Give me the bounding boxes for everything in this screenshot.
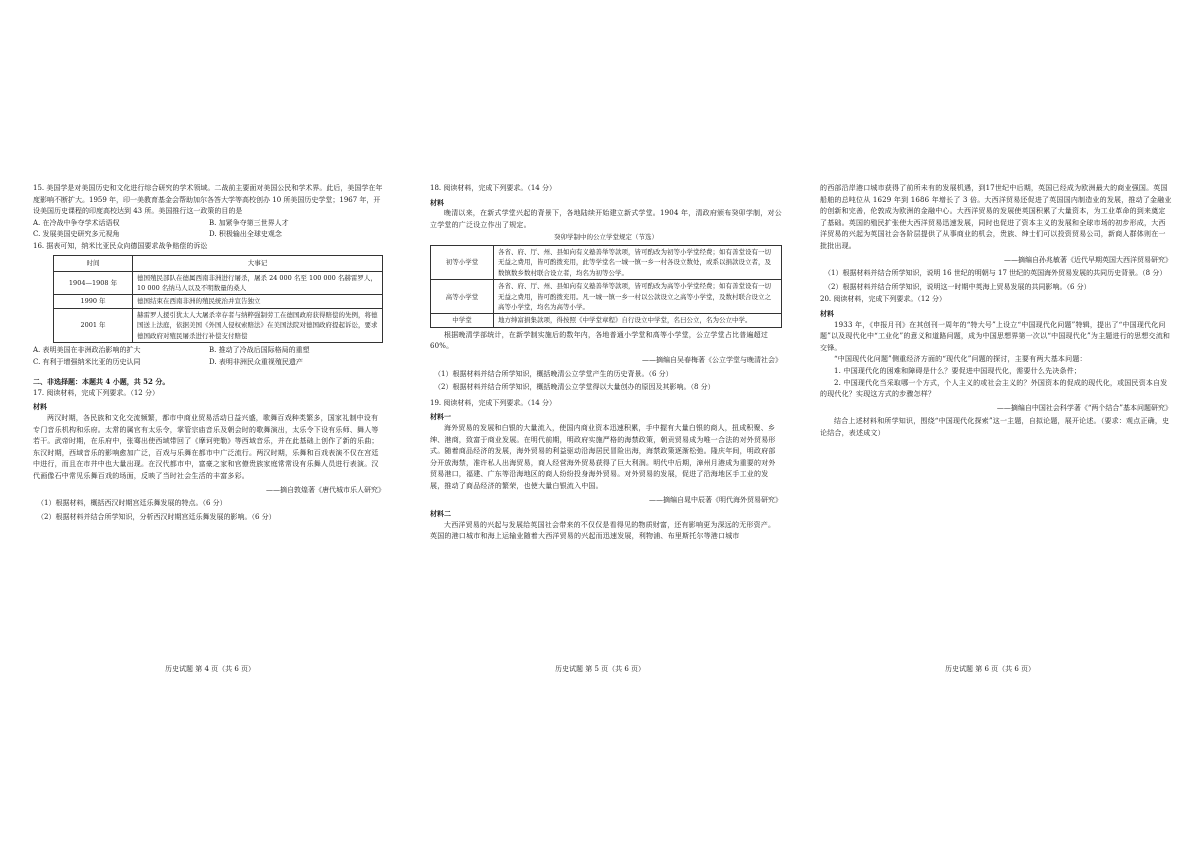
q17-material-label: 材料 (33, 402, 47, 412)
page-5-column (430, 183, 782, 543)
section-2-heading: 二、非选择题：本题共 4 小题，共 52 分。 (33, 377, 170, 387)
q16-options-row1 (33, 345, 385, 357)
q18-stem: 18. 阅读材料，完成下列要求。（14 分） (430, 184, 556, 192)
q16-stem: 16. 据表可知，纳米比亚民众向德国要求战争赔偿的诉讼 (33, 241, 208, 250)
q16-option-c: C. 有利于增强纳米比亚的历史认同 (33, 357, 141, 366)
q18-row-text-1: 各省、府、厅、州、县如向有义塾善举等款项，皆可酌改为初等小学堂经费；如有善堂设有一切无益之费用，皆可酌拨充用，此等学堂名一城一镇一乡一村各设立数处，或系以捐款设立者，及数镇数乡数村联合设立者，均名为初等公学。 (494, 245, 782, 279)
q20-source: ——摘编自中国社会科学著《“两个结合”基本问题研究》 (996, 403, 1172, 412)
q19-source1: ——摘编自晁中辰著《明代海外贸易研究》 (649, 495, 782, 504)
table-row (431, 314, 782, 327)
q19-material1-label: 材料一 (430, 412, 451, 422)
q19-sub1: （1）根据材料并结合所学知识，说明 16 世纪的明朝与 17 世纪的英国海外贸易发展的共同历史背景。（8 分） (824, 269, 1167, 278)
q20-material-label: 材料 (820, 308, 834, 318)
q15-options-row1 (33, 218, 385, 230)
table-row (431, 280, 782, 314)
q16-time-2: 1990 年 (54, 295, 133, 308)
q15-option-c: C. 发展美国史研究多元视角 (33, 230, 120, 239)
q16-header-event: 大事记 (133, 255, 383, 271)
q16-table (53, 255, 383, 343)
q17-stem: 17. 阅读材料，完成下列要求。（12 分） (33, 388, 159, 397)
q19-sub2: （2）根据材料并结合所学知识，说明这一时期中英海上贸易发展的共同影响。（6 分） (824, 282, 1091, 291)
q18-row-text-2: 各省、府、厅、州、县如向有义塾善举等款项，皆可酌改为高等小学堂经费；如有善堂设有一切无益之费用，皆可酌拨充用。凡一城一镇一乡一村以公款设立之高等小学堂，及数村联合设立之高等小学堂，均名为高等小学。 (494, 280, 782, 314)
q20-task: 结合上述材料和所学知识，围绕“中国现代化探索”这一主题，自拟论题，展开论述。（要求：观点正确，史论结合，表述成文） (820, 417, 1170, 437)
q19-material1-text: 海外贸易的发展和白银的大量流入，使国内商业资本迅速积累，手中握有大量白银的商人，扭成积聚、乡绅、港商，致富于商业发展。在明代前期，明政府实施严格的海禁政策，朝贡贸易成为唯一合法的对外贸易形式。随着商品经济的发展，海外贸易的利益驱动沿海居民冒险出海，海禁政策逐渐松弛。隆庆年间，明政府部分开放海禁，准许私人出海贸易，商人经营海外贸易获得了巨大利润。明代中后期，漳州月港成为重要的对外贸易港口，福建、广东等沿海地区的商人纷纷投身海外贸易。对外贸易的发展，促进了沿海地区手工业的发展，推动了商品经济的繁荣，也使大量白银流入中国。 (430, 423, 776, 490)
table-row (54, 271, 383, 295)
q18-row-name-3: 中学堂 (431, 314, 494, 327)
page-6-column (820, 183, 1172, 439)
q20-item2: 2. 中国现代化当采取哪一个方式，个人主义的或社会主义的？外国资本的促成的现代化，或国民资本自发的现代化？实现这方式的步骤怎样？ (820, 378, 1168, 399)
q15-option-a: A. 在冷战中争夺学术话语权 (33, 218, 120, 227)
table-row (431, 245, 782, 279)
q19-material2-text: 大西洋贸易的兴起与发展给英国社会带来的不仅仅是看得见的物质财富，还有影响更为深远的无形资产。英国的港口城市和海上运输业随着大西洋贸易的兴起而迅速发展，利物浦、布里斯托尔等港口城市 (430, 520, 776, 541)
q16-time-3: 2001 年 (54, 308, 133, 342)
q20-stem: 20. 阅读材料，完成下列要求。（12 分） (820, 295, 946, 304)
q18-material-label: 材料 (430, 197, 444, 207)
q15-option-d: D. 积极输出全球史观念 (209, 230, 282, 239)
q15-stem: 15. 美国学是对美国历史和文化进行综合研究的学术领域。二战前主要面对美国公民和学术界。此后，美国学在年度影响不断扩大。1959 年，印一美教育基金会帮助加尔各答大学等高校创办 10 所美国历史学堂；1967 年，开设美国历史课程的印度高校达到 43 所。美国推行这一政策的目的是 (33, 184, 383, 216)
q18-row-text-3: 地方绅富捐集款项，得按照《中学堂章程》自行设立中学堂，名曰公立，名为公立中学。 (494, 314, 782, 327)
q17-material-text: 两汉时期，各民族和文化交流频繁，都市中商业贸易活动日益兴盛，歌舞百戏种类繁多，国家礼制中设有专门音乐机构和乐府。太常的属官有太乐令，掌管宗庙音乐及朝会时的歌舞演出，太乐令下设有乐师、舞人等若干。武帝时期，在乐府中，张骞出使西域带回了《摩诃兜勒》等西域音乐，并在此基础上创作了新的乐曲；东汉时期，西域音乐的影响愈加广泛，百戏与乐舞在都市中广泛流行。两汉时期，乐舞和百戏表演不仅在宫廷中进行，而且在市井中也大量出现。在汉代都市中，富豪之家和官僚贵族家庭常常设有乐舞人员进行表演。汉代画像石中常见乐舞百戏的场面，反映了当时社会生活的丰富多彩。 (33, 413, 379, 480)
q16-time-1: 1904—1908 年 (54, 271, 133, 295)
q19-source2: ——摘编自孙兆敏著《近代早期英国大西洋贸易研究》 (1004, 255, 1172, 264)
q16-event-2: 德国结束在西南非洲的殖民统治并宣告独立 (133, 295, 383, 308)
table-row (54, 295, 383, 308)
q19-stem: 19. 阅读材料，完成下列要求。（14 分） (430, 398, 556, 407)
q18-table (430, 245, 782, 328)
q16-option-a: A. 表明美国在非洲政治影响的扩大 (33, 346, 141, 354)
page-4-footer: 历史试题 第 4 页（共 6 页） (165, 665, 256, 673)
q16-option-b: B. 推动了冷战后国际格局的重塑 (209, 346, 310, 354)
page-5-footer: 历史试题 第 5 页（共 6 页） (555, 665, 646, 673)
q17-sub1: （1）根据材料，概括西汉时期宫廷乐舞发展的特点。（6 分） (37, 499, 227, 508)
q18-row-name-2: 高等小学堂 (431, 280, 494, 314)
q18-table-caption: 癸卯学制中的公立学堂规定（节选） (554, 233, 658, 242)
q18-source: ——摘编自吴春梅著《公立学堂与晚清社会》 (642, 356, 782, 364)
q20-material-text: 1933 年，《申报月刊》在其创刊一周年的“特大号”上设立“中国现代化问题”特辑，提出了“中国现代化问题”以及现代化中“工业化”的意义和道路问题，成为中国思想界第一次以“中国现代化”为主题进行的思想交流和交锋。 (820, 320, 1171, 352)
table-row (54, 308, 383, 342)
q16-option-d: D. 表明非洲民众重视殖民遗产 (209, 357, 303, 366)
q16-event-3: 赫雷罗人援引犹太人大屠杀幸存者与纳粹强制劳工在德国政府获得赔偿的先例，将德国送上法庭，依据美国《外国人侵权索赔法》在美国法院对德国政府提起诉讼，要求德国政府对殖民屠杀进行补偿支付赔偿 (133, 308, 383, 342)
page-6-footer: 历史试题 第 6 页（共 6 页） (945, 665, 1036, 673)
q18-material-text: 晚清以来，在新式学堂兴起的背景下，各地陆续开始建立新式学堂。1904 年，清政府颁布癸卯学制，对公立学堂的广泛设立作出了规定。 (430, 209, 782, 229)
q16-event-1: 德国殖民部队在德属西南非洲进行屠杀，屠杀 24 000 名至 100 000 名赫雷罗人，10 000 名纳马人以及不明数量的桑人 (133, 271, 383, 295)
q18-sub1: （1）根据材料并结合所学知识，概括晚清公立学堂产生的历史背景。（6 分） (434, 369, 673, 378)
q19-material2-label: 材料二 (430, 509, 451, 519)
q20-item1: 1. 中国现代化的困难和障碍是什么？要促进中国现代化，需要什么先决条件； (834, 366, 1082, 375)
q15-option-b: B. 加紧争夺第三世界人才 (209, 218, 289, 227)
q17-source: ——摘自敦煌著《唐代城市乐人研究》 (266, 485, 385, 494)
q16-header-time: 时间 (54, 255, 133, 271)
q18-sub2: （2）根据材料并结合所学知识，概括晚清公立学堂得以大量创办的原因及其影响。（8 分） (434, 383, 715, 392)
q17-sub2: （2）根据材料并结合所学知识，分析西汉时期宫廷乐舞发展的影响。（6 分） (37, 512, 276, 521)
q18-material-text2: 根据晚清学部统计，在新学制实施后的数年内，各地普通小学堂和高等小学堂，公立学堂占比普遍超过 60%。 (430, 330, 768, 351)
page-4-column (33, 183, 385, 524)
q15-options-row2 (33, 229, 385, 241)
q19-material2-continued: 的西部沿岸港口城市获得了前所未有的发展机遇，到17世纪中后期，英国已经成为欧洲最大的商业强国。英国船舶的总吨位从 1629 年到 1686 年增长了 3 倍。大西洋贸易还促进了英国国内制造业的发展，推动了金融业的创新和完善，伦敦成为欧洲的金融中心。大西洋贸易的发展使英国积累了大量资本，为工业革命的到来奠定了基础。英国的殖民扩张使大西洋贸易迅速发展，同时也促进了资本主义的发展和全球市场的初步形成，大西洋贸易的兴起为英国社会各阶层提供了从事商业的机会，贵族、绅士们可以投资贸易公司，新商人群体则在一批批出现。 (820, 184, 1172, 250)
q18-row-name-1: 初等小学堂 (431, 245, 494, 279)
q16-options-row2 (33, 357, 385, 369)
q20-material-text2: “中国现代化问题”侧重经济方面的“现代化”问题的探讨，主要有两大基本问题： (834, 355, 1087, 364)
